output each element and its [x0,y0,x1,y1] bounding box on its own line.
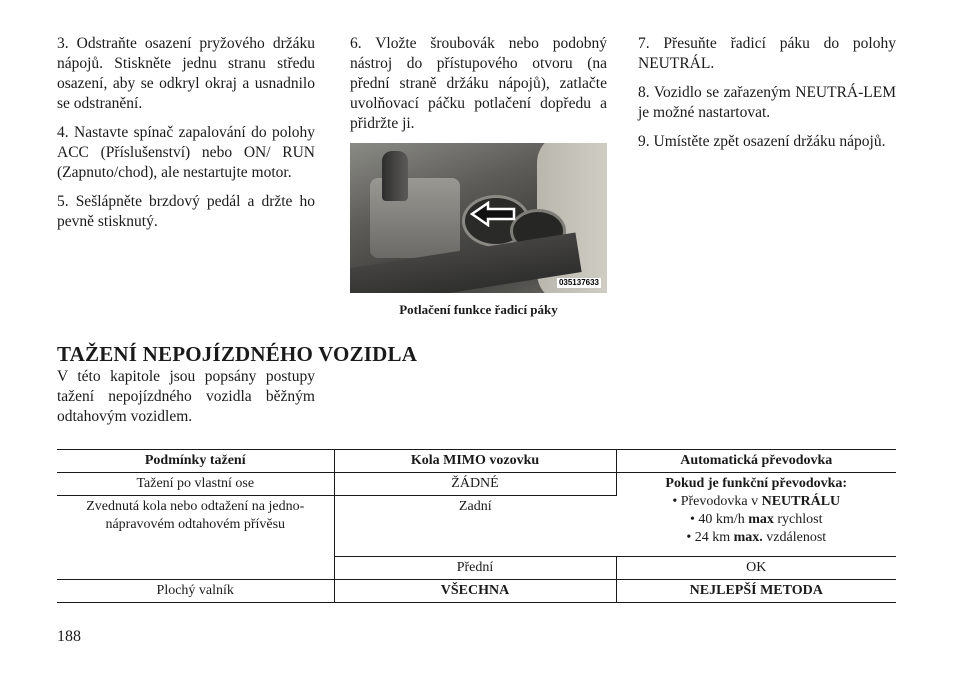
step-5: 5. Sešlápněte brzdový pedál a držte ho pevně stisknutý. [57,193,315,230]
cell-automatic-note [616,473,896,557]
table-row [57,473,896,496]
header-automatic: Automatická převodovka [616,450,896,473]
header-conditions: Podmínky tažení [57,450,334,473]
shift-override-photo [350,143,607,293]
page-number: 188 [57,628,81,645]
note-heading: Pokud je funkční převodovka: [665,476,848,491]
cell-condition: Tažení po vlastní ose [57,473,334,496]
figure-caption: Potlačení funkce řadicí páky [399,302,558,317]
column-right [638,34,896,161]
cell-wheels: ŽÁDNÉ [334,473,616,496]
header-wheels: Kola MIMO vozovku [334,450,616,473]
figure-code: 035137633 [558,278,599,287]
cell-transmission: NEJLEPŠÍ METODA [616,580,896,603]
table-row [57,580,896,603]
step-4: 4. Nastavte spínač zapalování do polohy ACC (Příslušenství) nebo ON/ RUN (Zapnuto/chod), ale nestartujte motor. [57,124,315,181]
cell-transmission: OK [616,557,896,580]
table-header-row [57,450,896,473]
step-6: 6. Vložte šroubovák nebo podobný nástroj do přístupového otvoru (na přední straně držáku nápojů), zatlačte uvolňovací páčku potlačení dopředu a přidržte ji. [350,35,607,132]
note-line-neutral: • Převodovka v NEUTRÁLU [672,494,841,509]
step-7: 7. Přesuňte řadicí páku do polohy NEUTRÁL. [638,35,896,72]
step-9: 9. Umístěte zpět osazení držáku nápojů. [638,133,886,150]
towing-table [57,449,896,603]
cell-condition: Zvednutá kola nebo odtažení na jedno-nápravovém odtahovém přívěsu [57,496,334,580]
cell-condition: Plochý valník [57,580,334,603]
step-8: 8. Vozidlo se zařazeným NEUTRÁ-LEM je možné nastartovat. [638,84,896,121]
section-intro: V této kapitole jsou popsány postupy tažení nepojízdného vozidla běžným odtahovým vozidlem. [57,368,315,425]
arrow-left-icon [470,201,516,227]
gear-lever [382,151,408,201]
note-line-speed: • 40 km/h max rychlost [690,512,823,527]
step-3: 3. Odstraňte osazení pryžového držáku nápojů. Stiskněte jednu stranu středu osazení, aby se odkryl okraj a usnadnilo se odstranění. [57,35,315,112]
cell-wheels: Zadní [334,496,616,557]
cell-wheels: VŠECHNA [334,580,616,603]
note-line-distance: • 24 km max. vzdálenost [686,530,827,545]
column-left [57,34,315,241]
section-title: TAŽENÍ NEPOJÍZDNÉHO VOZIDLA [57,342,418,366]
cell-wheels: Přední [334,557,616,580]
column-middle [350,34,607,320]
